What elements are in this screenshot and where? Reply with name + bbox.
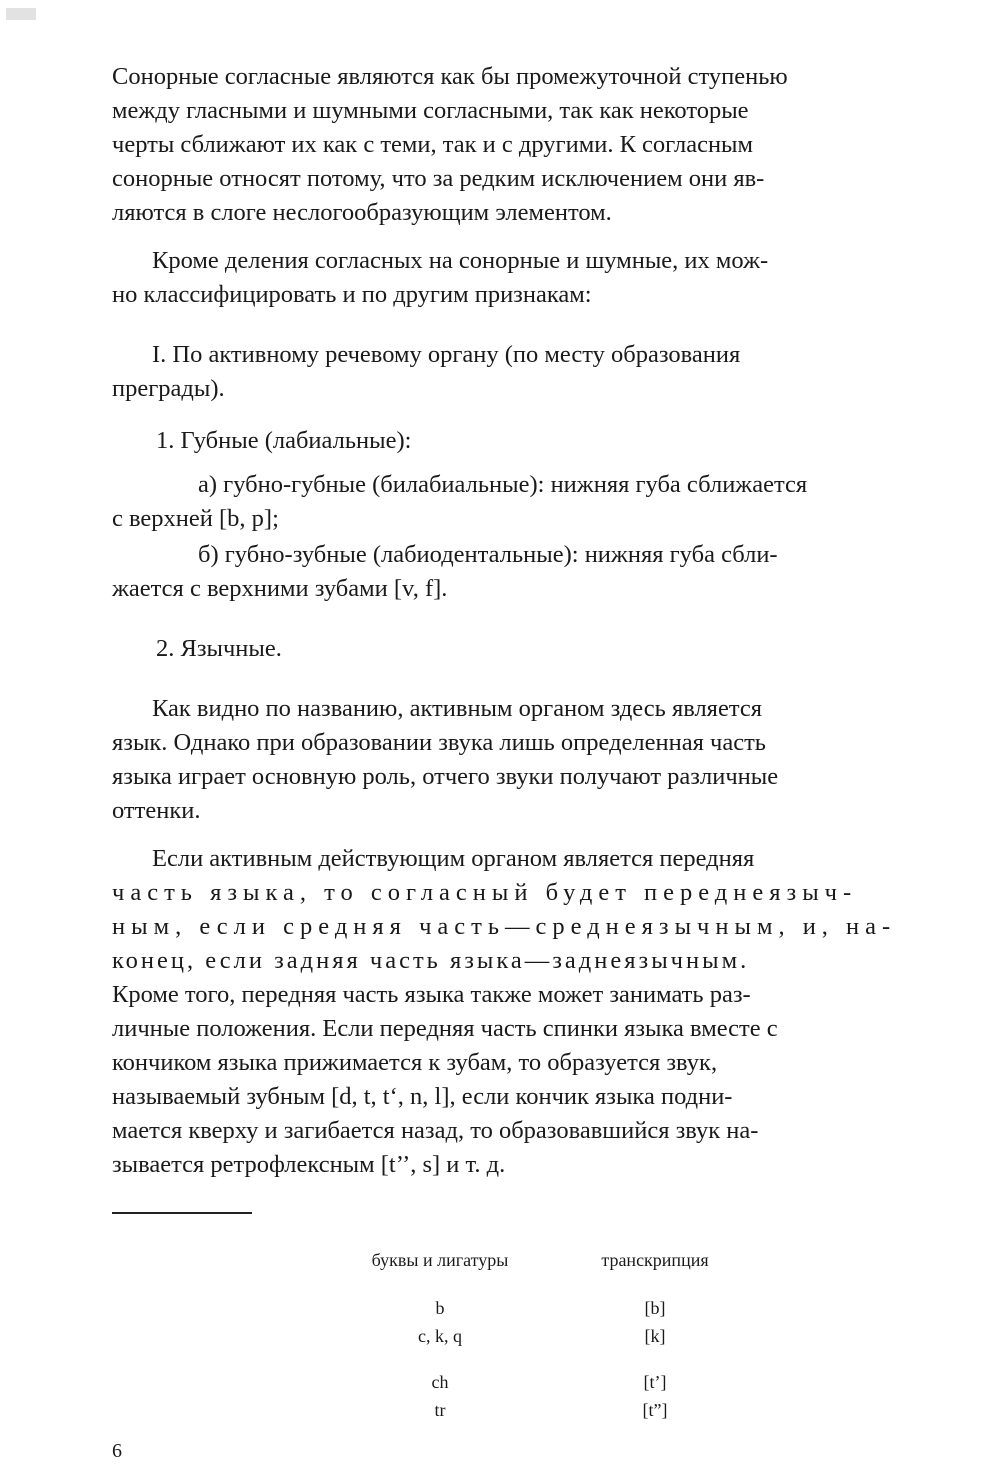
table-cell: ch [431, 1372, 449, 1392]
text-line: но классифицировать и по другим признакам: [112, 281, 592, 308]
page-number: 6 [112, 1440, 122, 1462]
table-row [330, 1326, 790, 1354]
text-line: 1. Губные (лабиальные): [156, 427, 412, 454]
table-header-row [330, 1250, 790, 1278]
text-line: часть языка, то согласный будет переднеязыч- [112, 879, 858, 906]
text-line: I. По активному речевому органу (по месту образования [152, 341, 741, 368]
text-line: Если активным действующим органом является передняя [152, 845, 755, 872]
text-line: жается с верхними зубами [v, f]. [112, 575, 448, 602]
table-cell: [t”] [642, 1400, 668, 1420]
heading-lingual [112, 632, 970, 666]
text-line: ляются в слоге неслогообразующим элементом. [112, 199, 612, 226]
text-line: личные положения. Если передняя часть спинки языка вместе с [112, 1015, 778, 1042]
table-cell: [k] [644, 1326, 666, 1346]
table-cell: c, k, q [418, 1326, 462, 1346]
text-line: сонорные относят потому, что за редким исключением они яв- [112, 165, 765, 192]
item-bilabial [112, 468, 970, 536]
paragraph-sonorant-intro [112, 60, 970, 230]
text-line: язык. Однако при образовании звука лишь определенная часть [112, 729, 766, 756]
table-cell: [b] [644, 1298, 666, 1318]
column-header-letters: буквы и лигатуры [371, 1250, 509, 1270]
text-line: ным, если средняя часть—среднеязычным, и, на- [112, 913, 897, 940]
text-line: Как видно по названию, активным органом здесь является [152, 695, 762, 722]
table-row [330, 1298, 790, 1326]
text-line: мается кверху и загибается назад, то образовавшийся звук на- [112, 1117, 759, 1144]
text-line: называемый зубным [d, t, t‘, n, l], если кончик языка подни- [112, 1083, 733, 1110]
paragraph-classification [112, 244, 970, 312]
column-header-transcription: транскрипция [601, 1250, 709, 1270]
table-row [330, 1372, 790, 1400]
table-cell: tr [434, 1400, 446, 1420]
scan-artifact [6, 8, 36, 20]
text-line: б) губно-зубные (лабиодентальные): нижняя губа сбли- [198, 541, 778, 568]
text-line: Кроме деления согласных на сонорные и шумные, их мож- [152, 247, 769, 274]
text-line: а) губно-губные (билабиальные): нижняя губа сближается [198, 471, 808, 498]
footnote-divider [112, 1212, 252, 1214]
text-line: Сонорные согласные являются как бы промежуточной ступенью [112, 63, 788, 90]
table-row [330, 1400, 790, 1428]
text-line: черты сближают их как с теми, так и с другими. К согласным [112, 131, 754, 158]
text-line: кончиком языка прижимается к зубам, то образуется звук, [112, 1049, 718, 1076]
text-line: языка играет основную роль, отчего звуки получают различные [112, 763, 779, 790]
heading-labial [112, 424, 970, 458]
text-line: с верхней [b, p]; [112, 505, 279, 532]
text-line: оттенки. [112, 797, 201, 824]
paragraph-lingual-explanation [112, 692, 970, 828]
item-labiodental [112, 538, 970, 606]
text-line: 2. Язычные. [156, 635, 282, 662]
heading-active-organ [112, 338, 970, 406]
paragraph-tongue-positions [112, 842, 970, 1182]
text-line: между гласными и шумными согласными, так как некоторые [112, 97, 749, 124]
text-line: зывается ретрофлексным [t’’, s] и т. д. [112, 1151, 506, 1178]
table-cell: [t’] [643, 1372, 667, 1392]
text-line: конец, если задняя часть языка—заднеязычным. [112, 947, 750, 974]
text-line: преграды). [112, 375, 225, 402]
text-line: Кроме того, передняя часть языка также может занимать раз- [112, 981, 751, 1008]
table-cell: b [435, 1298, 445, 1318]
